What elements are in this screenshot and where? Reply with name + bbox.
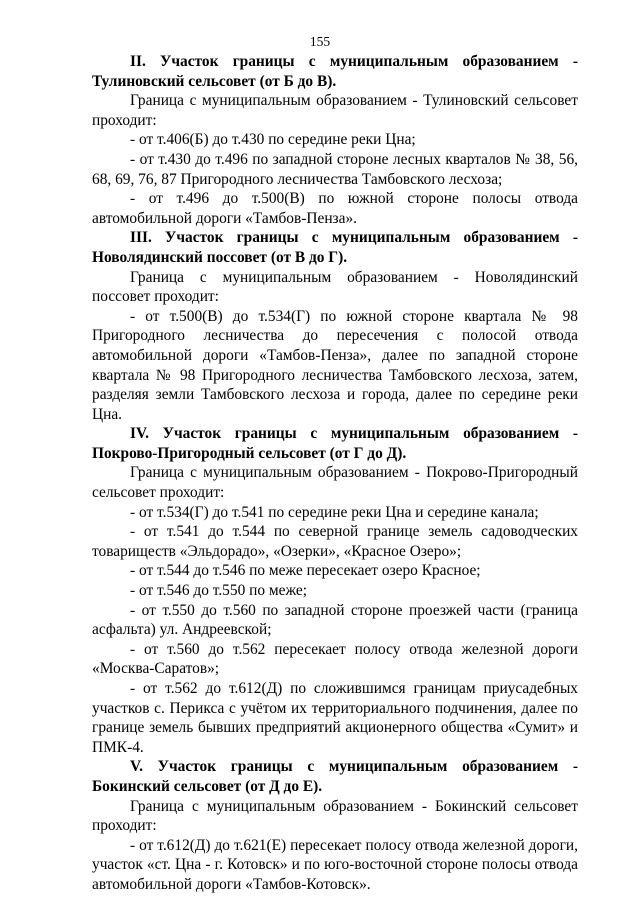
boundary-item: - от т.562 до т.612(Д) по сложившимся границам приусадебных участков с. Перикса с учётом их территориального подчинения, далее по границе земель бывших предприятий акционерного общества «Сумит» и ПМК-4. <box>92 680 578 756</box>
section-heading-iii: III. Участок границы с муниципальным образованием - Новолядинский поссовет (от В до Г). <box>92 229 578 266</box>
boundary-item: - от т.534(Г) до т.541 по середине реки Цна и середине канала; <box>130 503 539 521</box>
section-intro-iii: Граница с муниципальным образованием - Новолядинский поссовет проходит: <box>92 268 578 306</box>
boundary-item: - от т.500(В) до т.534(Г) по южной стороне квартала № 98 Пригородного лесничества до пересечения с полосой отвода автомобильной дороги «Тамбов-Пенза», далее по западной стороне квартала № 98 Пригородного лесничества Тамбовского лесхоза, затем, разделяя земли Тамбовского лесхоза и города, далее по середине реки Цна. <box>92 307 578 423</box>
section-intro-iv: Граница с муниципальным образованием - Покрово-Пригородный сельсовет проходит: <box>92 464 578 502</box>
boundary-item: - от т.550 до т.560 по западной стороне проезжей части (граница асфальта) ул. Андреевской; <box>92 601 578 639</box>
page-number: 155 <box>309 34 331 49</box>
section-intro-v: Граница с муниципальным образованием - Бокинский сельсовет проходит: <box>92 797 578 835</box>
boundary-item: - от т.430 до т.496 по западной стороне лесных кварталов № 38, 56, 68, 69, 76, 87 Пригородного лесничества Тамбовского лесхоза; <box>92 150 578 188</box>
boundary-item: - от т.546 до т.550 по меже; <box>130 582 307 600</box>
boundary-item: - от т.560 до т.562 пересекает полосу отвода железной дороги «Москва-Саратов»; <box>92 640 578 678</box>
section-heading-iv: IV. Участок границы с муниципальным образованием - Покрово-Пригородный сельсовет (от Г до Д). <box>92 425 578 462</box>
boundary-item: - от т.406(Б) до т.430 по середине реки Цна; <box>130 131 416 149</box>
boundary-item: - от т.544 до т.546 по меже пересекает озеро Красное; <box>130 562 481 580</box>
document-body <box>92 52 578 895</box>
section-heading-ii: II. Участок границы с муниципальным образованием - Тулиновский сельсовет (от Б до В). <box>92 53 578 90</box>
boundary-item: - от т.541 до т.544 по северной границе земель садоводческих товариществ «Эльдорадо», «Озерки», «Красное Озеро»; <box>92 523 578 560</box>
boundary-item: - от т.496 до т.500(В) по южной стороне полосы отвода автомобильной дороги «Тамбов-Пенза». <box>92 190 578 227</box>
section-intro-ii: Граница с муниципальным образованием - Тулиновский сельсовет проходит: <box>92 92 578 129</box>
section-heading-v: V. Участок границы с муниципальным образованием - Бокинский сельсовет (от Д до Е). <box>92 758 578 795</box>
boundary-item: - от т.612(Д) до т.621(Е) пересекает полосу отвода железной дороги, участок «ст. Цна - г. Котовск» и по юго-восточной стороне полосы отвода автомобильной дороги «Тамбов-Котовск». <box>92 836 578 893</box>
